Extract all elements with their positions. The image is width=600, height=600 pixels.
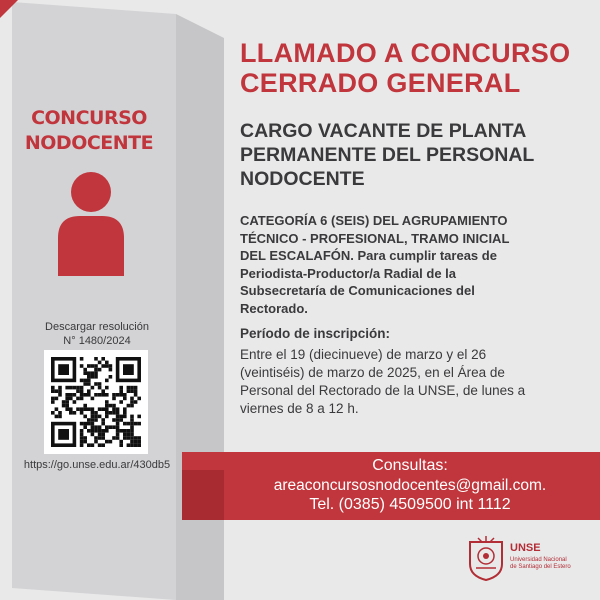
qr-code-icon[interactable] bbox=[44, 350, 148, 454]
logo-subtitle: Universidad Nacional de Santiago del Estero bbox=[510, 557, 571, 570]
category-description: CATEGORÍA 6 (SEIS) DEL AGRUPAMIENTO TÉCNICO - PROFESIONAL, TRAMO INICIAL DEL ESCALAFÓN. Para cumplir tareas de Periodista-Productor/a Radial de la Subsecretaría de Comunicaciones del Rectorado. bbox=[240, 213, 510, 316]
person-icon bbox=[50, 172, 132, 276]
contact-email[interactable]: areaconcursosnodocentes@gmail.com. bbox=[273, 476, 547, 494]
download-resolution-text: Descargar resolución N° 1480/2024 bbox=[45, 321, 149, 347]
logo-name: UNSE bbox=[510, 542, 541, 554]
university-seal-icon bbox=[466, 534, 506, 582]
resolution-link[interactable]: https://go.unse.edu.ar/430db5 bbox=[23, 459, 171, 471]
contact-phone: Tel. (0385) 4509500 int 1112 bbox=[309, 496, 511, 513]
position-subtitle: CARGO VACANTE DE PLANTA PERMANENTE DEL PERSONAL NODOCENTE bbox=[240, 120, 535, 190]
contact-block bbox=[220, 456, 600, 515]
registration-period-label: Período de inscripción: bbox=[240, 326, 391, 341]
main-title: LLAMADO A CONCURSO CERRADO GENERAL bbox=[240, 38, 571, 98]
concurso-heading: CONCURSO NODOCENTE bbox=[24, 107, 154, 154]
contact-label: Consultas: bbox=[372, 457, 448, 474]
registration-period-text: Entre el 19 (diecinueve) de marzo y el 26 (veintiséis) de marzo de 2025, en el Área de Personal del Rectorado de la UNSE, de lunes a viernes de 8 a 12 h. bbox=[240, 347, 526, 416]
